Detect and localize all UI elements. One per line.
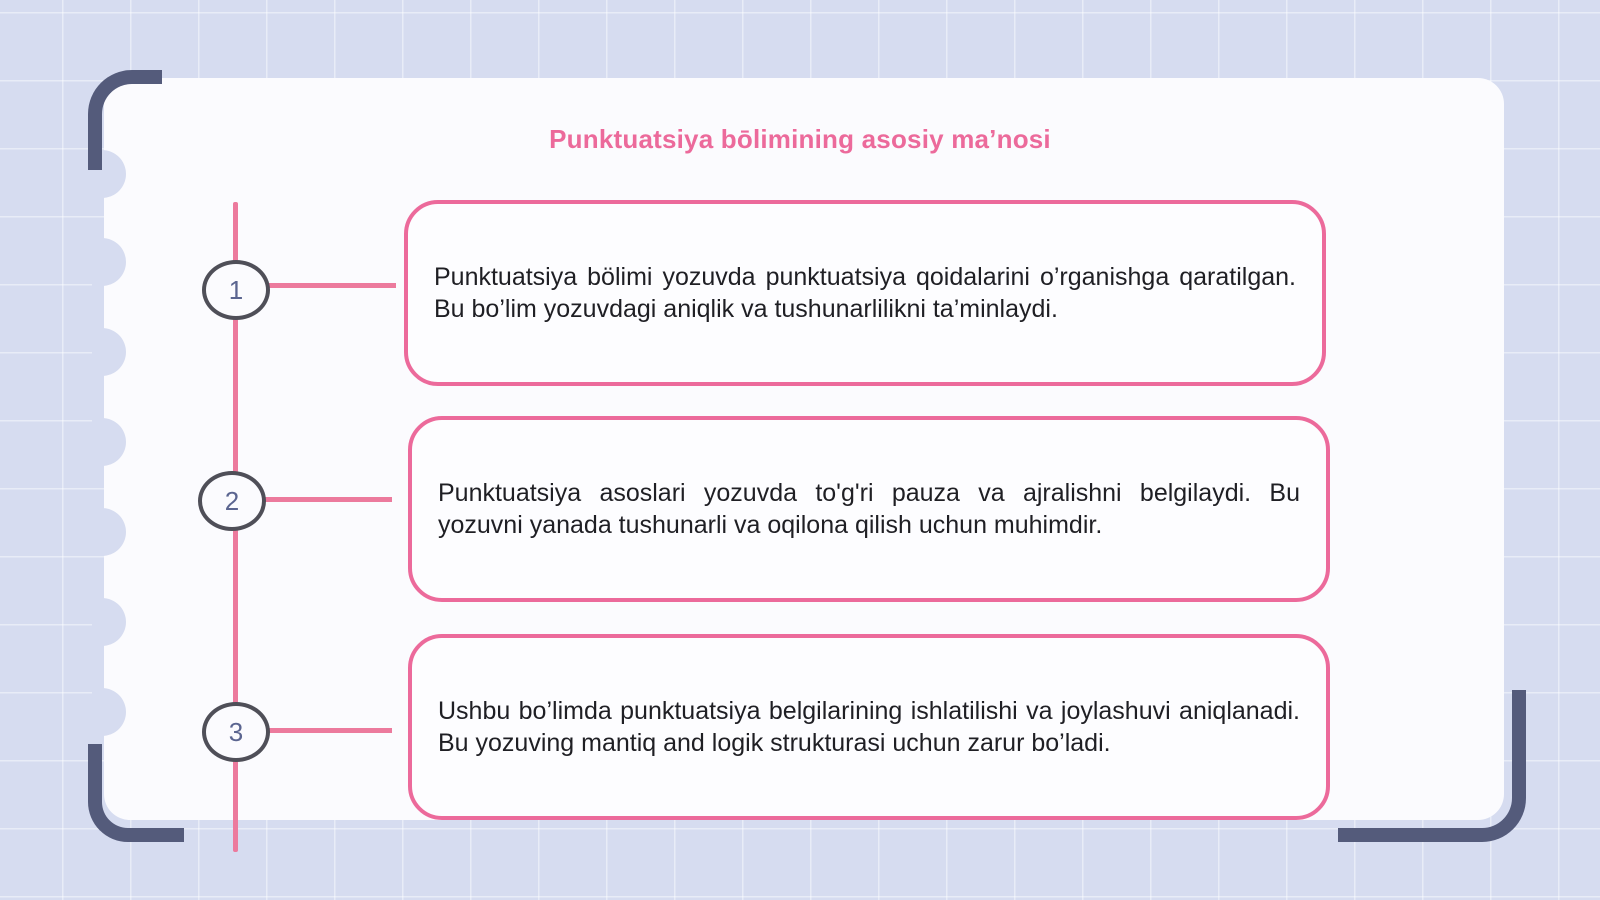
step-text-2: Punktuatsiya asoslari yozuvda to'g'ri pauza va ajralishni belgilaydi. Bu yozuvni yanada tushunarli va oqilona qilish uchun muhimdir. bbox=[438, 479, 1300, 539]
connector-2 bbox=[262, 497, 392, 502]
step-number-3: 3 bbox=[202, 702, 270, 762]
step-box-2 bbox=[408, 416, 1330, 602]
step-text-3: Ushbu bo’limda punktuatsiya belgilarining ishlatilishi va joylashuvi aniqlanadi. Bu yozuving mantiq and logik strukturasi uchun zarur bo’ladi. bbox=[438, 697, 1300, 757]
step-number-1: 1 bbox=[202, 260, 270, 320]
connector-3 bbox=[266, 728, 392, 733]
slide-title: Punktuatsiya bōlimining asosiy ma’nosi bbox=[549, 124, 1051, 154]
step-text-1: Punktuatsiya bölimi yozuvda punktuatsiya qoidalarini o’rganishga qaratilgan. Bu bo’lim yozuvdagi aniqlik va tushunarlilikni ta’minlaydi. bbox=[434, 263, 1296, 323]
corner-bracket-bottom-left bbox=[88, 744, 184, 842]
step-number-2: 2 bbox=[198, 471, 266, 531]
step-box-3 bbox=[408, 634, 1330, 820]
corner-bracket-top-left bbox=[88, 70, 162, 170]
corner-bracket-bottom-right bbox=[1338, 690, 1526, 842]
connector-1 bbox=[266, 283, 396, 288]
step-box-1 bbox=[404, 200, 1326, 386]
